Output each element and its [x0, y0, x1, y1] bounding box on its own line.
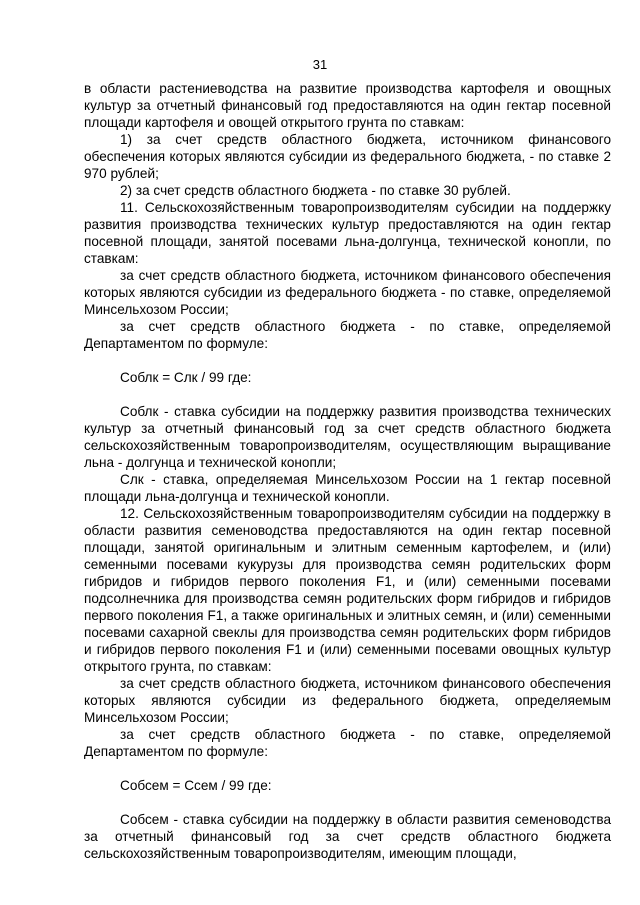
paragraph: за счет средств областного бюджета, источником финансового обеспечения которых являются субсидии из федерального бюджета, определяемым Минсельхозом России; [84, 676, 611, 725]
paragraph: в области растениеводства на развитие производства картофеля и овощных культур за отчетный финансовый год предоставляются на один гектар посевной площади картофеля и овощей открытого грунта по ставкам: [84, 81, 611, 130]
paragraph: Соблк - ставка субсидии на поддержку развития производства технических культур за отчетный финансовый год за счет средств областного бюджета сельскохозяйственным товаропроизводителям, осуществляющим выращивание льна - долгунца и технической конопли; [84, 404, 611, 470]
formula: Соблк = Слк / 99 где: [120, 370, 252, 385]
paragraph: Слк - ставка, определяемая Минсельхозом России на 1 гектар посевной площади льна-долгунца и технической конопли. [84, 472, 611, 504]
formula: Собсем = Ссем / 99 где: [120, 778, 272, 793]
paragraph: 1) за счет средств областного бюджета, источником финансового обеспечения которых являются субсидии из федерального бюджета, - по ставке 2 970 рублей; [84, 132, 611, 181]
paragraph: за счет средств областного бюджета - по ставке, определяемой Департаментом по формуле: [84, 319, 611, 351]
page-number: 31 [312, 57, 328, 72]
paragraph: Собсем - ставка субсидии на поддержку в области развития семеноводства за отчетный финансовый год за счет средств областного бюджета сельскохозяйственным товаропроизводителям, имеющим площади, [84, 812, 611, 861]
paragraph: за счет средств областного бюджета - по ставке, определяемой Департаментом по формуле: [84, 727, 611, 759]
paragraph: 2) за счет средств областного бюджета - по ставке 30 рублей. [120, 183, 511, 198]
paragraph: за счет средств областного бюджета, источником финансового обеспечения которых являются субсидии из федерального бюджета - по ставке, определяемой Минсельхозом России; [84, 268, 611, 317]
document-body [84, 80, 611, 862]
paragraph: 12. Сельскохозяйственным товаропроизводителям субсидии на поддержку в области развития семеноводства предоставляются на один гектар посевной площади, занятой оригинальным и элитным семенным картофелем, и (или) семенными посевами кукурузы для производства семян родительских форм гибридов и гибридов первого поколения F1, и (или) семенными посевами подсолнечника для производства семян родительских форм гибридов и гибридов первого поколения F1, а также оригинальных и элитных семян, и (или) семенными посевами сахарной свеклы для производства семян родительских форм гибридов и гибридов первого поколения F1 и (или) семенными посевами овощных культур открытого грунта, по ставкам: [84, 506, 611, 674]
paragraph: 11. Сельскохозяйственным товаропроизводителям субсидии на поддержку развития производства технических культур предоставляются на один гектар посевной площади, занятой посевами льна-долгунца, технической конопли, по ставкам: [84, 200, 611, 266]
